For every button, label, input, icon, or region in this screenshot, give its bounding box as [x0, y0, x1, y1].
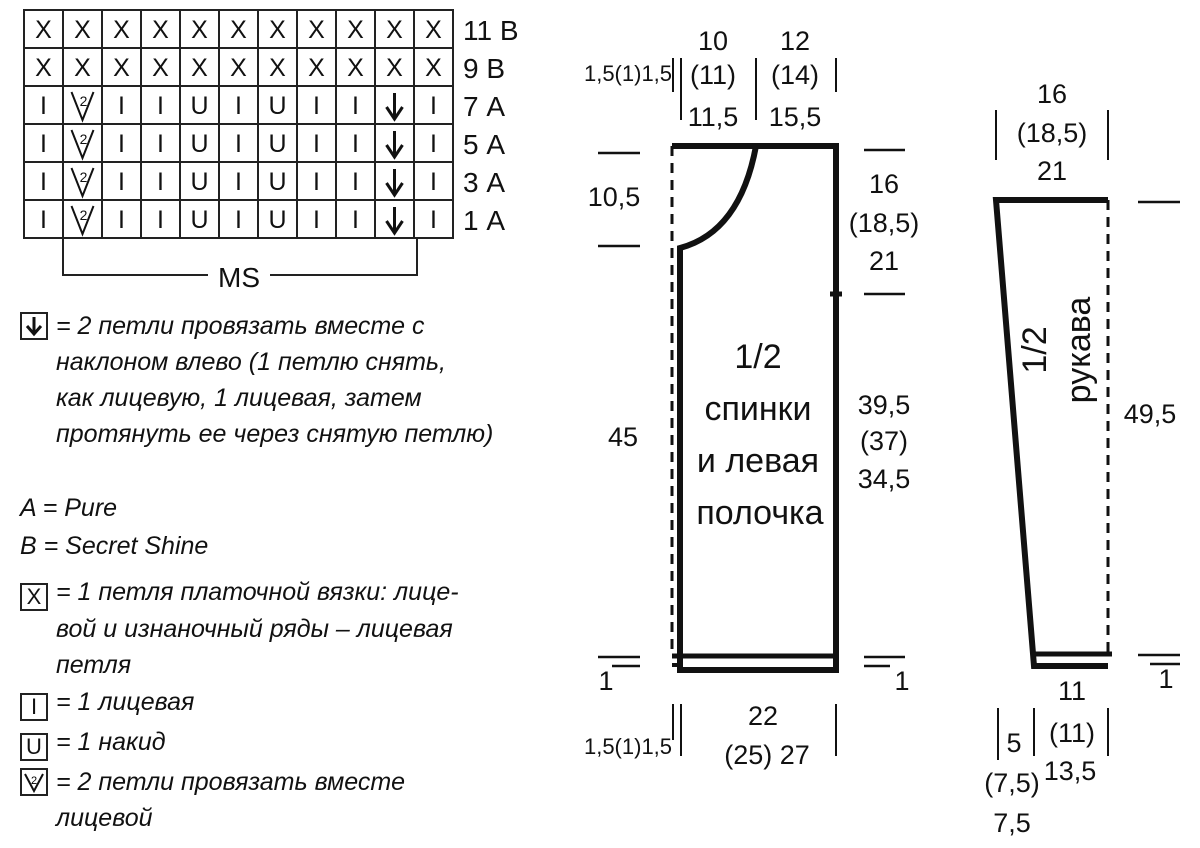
svg-text:2: 2	[79, 207, 88, 223]
legend-yarn-a: A = Pure	[20, 494, 118, 522]
sleeve-bottom-left-1: 5	[1006, 728, 1022, 758]
chart-row-label: 7 А	[463, 91, 506, 122]
svg-text:I: I	[40, 130, 47, 158]
legend-garter-line1: = 1 петля платочной вязки: лице-	[56, 578, 459, 606]
svg-text:I: I	[430, 130, 437, 158]
svg-text:I: I	[313, 206, 320, 234]
back-bottom-w-2: (25) 27	[724, 740, 810, 770]
svg-text:X: X	[191, 16, 208, 44]
svg-text:X: X	[152, 54, 169, 82]
svg-text:I: I	[235, 92, 242, 120]
legend-garter-line3: петля	[56, 651, 132, 679]
back-title-4: полочка	[696, 494, 824, 532]
ms-repeat-label: MS	[208, 262, 270, 294]
yo-symbol-icon: U	[20, 733, 48, 761]
knit-symbol-icon: I	[20, 693, 48, 721]
legend-yo-text: = 1 накид	[56, 728, 166, 756]
svg-text:I: I	[352, 206, 359, 234]
svg-text:U: U	[190, 168, 209, 196]
legend-k2tog-line2: лицевой	[56, 804, 153, 832]
sleeve-top-w-1: 16	[1036, 79, 1068, 109]
back-shoulder-w-1: 12	[779, 26, 811, 56]
svg-text:X: X	[347, 54, 364, 82]
svg-text:X: X	[425, 16, 442, 44]
back-piece	[584, 26, 919, 770]
back-neck-w-1: 10	[697, 26, 729, 56]
svg-text:X: X	[308, 54, 325, 82]
svg-text:X: X	[35, 54, 52, 82]
legend-ssk-line1: = 2 петли провязать вместе с	[56, 312, 425, 340]
svg-text:X: X	[386, 16, 403, 44]
svg-text:U: U	[190, 130, 209, 158]
back-armhole-3: 21	[868, 246, 900, 276]
sleeve-band: 1	[1158, 664, 1174, 694]
chart-row-label: 11 В	[463, 15, 519, 46]
svg-text:X: X	[74, 16, 91, 44]
sleeve-outline	[996, 200, 1108, 666]
svg-text:X: X	[230, 54, 247, 82]
chart-row-label: 5 А	[463, 129, 506, 160]
garter-symbol-icon: X	[20, 583, 48, 611]
svg-text:X: X	[347, 16, 364, 44]
svg-text:X: X	[113, 16, 130, 44]
svg-text:I: I	[235, 206, 242, 234]
sleeve-title-2: рукава	[1060, 296, 1098, 404]
svg-text:X: X	[386, 54, 403, 82]
back-title-1: 1/2	[734, 338, 782, 376]
sleeve-bottom-left-2: (7,5)	[984, 768, 1040, 798]
back-shoulder-w-2: (14)	[770, 60, 820, 90]
svg-text:I: I	[313, 92, 320, 120]
svg-text:I: I	[40, 168, 47, 196]
sleeve-bottom-left-3: 7,5	[993, 808, 1031, 838]
sleeve-bottom-w-1: 11	[1057, 676, 1087, 706]
svg-text:I: I	[235, 130, 242, 158]
back-neck-depth: 10,5	[587, 182, 641, 212]
svg-text:X: X	[269, 54, 286, 82]
back-title-2: спинки	[704, 390, 812, 428]
legend-ssk-line2: наклоном влево (1 петлю снять,	[56, 348, 446, 376]
svg-text:2: 2	[79, 93, 88, 109]
svg-text:X: X	[230, 16, 247, 44]
legend-ssk-line4: протянуть ее через снятую петлю)	[56, 420, 494, 448]
back-side-h-2: (37)	[859, 426, 909, 456]
back-side-h-1: 39,5	[857, 390, 911, 420]
back-neck-w-3: 11,5	[687, 102, 739, 132]
svg-text:I: I	[118, 168, 125, 196]
sleeve-top-w-3: 21	[1036, 156, 1068, 186]
svg-text:X: X	[152, 16, 169, 44]
svg-text:I: I	[40, 92, 47, 120]
sleeve-top-w-2: (18,5)	[1016, 118, 1088, 148]
svg-text:I: I	[352, 168, 359, 196]
sleeve-piece	[984, 79, 1180, 838]
svg-text:X: X	[35, 16, 52, 44]
legend-knit-text: = 1 лицевая	[56, 688, 195, 716]
svg-text:X: X	[191, 54, 208, 82]
svg-text:I: I	[118, 92, 125, 120]
chart-row-label: 1 А	[463, 205, 506, 236]
svg-text:2: 2	[79, 169, 88, 185]
svg-text:2: 2	[79, 131, 88, 147]
legend-garter-line2: вой и изнаночный ряды – лицевая	[56, 615, 453, 643]
back-armhole-2: (18,5)	[848, 208, 920, 238]
legend-k2tog-line1: = 2 петли провязать вместе	[56, 768, 406, 796]
back-armhole-1: 16	[868, 169, 900, 199]
svg-text:U: U	[268, 130, 287, 158]
sleeve-height: 49,5	[1123, 399, 1177, 429]
svg-text:I: I	[352, 92, 359, 120]
svg-text:U: U	[268, 92, 287, 120]
svg-text:I: I	[235, 168, 242, 196]
back-title-3: и левая	[696, 442, 820, 480]
svg-text:U: U	[268, 168, 287, 196]
sleeve-title-1: 1/2	[1016, 326, 1054, 374]
back-band-right: 1	[894, 666, 910, 696]
svg-text:I: I	[313, 130, 320, 158]
svg-text:I: I	[118, 206, 125, 234]
legend-ssk-line3: как лицевую, 1 лицевая, затем	[56, 384, 422, 412]
svg-text:X: X	[308, 16, 325, 44]
svg-text:I: I	[430, 168, 437, 196]
back-total-height: 45	[607, 422, 639, 452]
chart-row-label: 9 В	[463, 53, 506, 84]
back-band-left: 1	[598, 666, 614, 696]
svg-text:U: U	[190, 206, 209, 234]
legend-yarn-b: B = Secret Shine	[20, 532, 209, 560]
svg-text:I: I	[40, 206, 47, 234]
svg-text:I: I	[430, 92, 437, 120]
back-shoulder-w-3: 15,5	[768, 102, 822, 132]
sleeve-bottom-w-2: (11)	[1048, 718, 1096, 748]
svg-text:I: I	[352, 130, 359, 158]
back-top-left-dim: 1,5(1)1,5	[583, 61, 673, 86]
back-neck-w-2: (11)	[689, 60, 737, 90]
back-side-h-3: 34,5	[857, 464, 911, 494]
back-bottom-w-1: 22	[747, 701, 779, 731]
svg-text:2: 2	[30, 775, 38, 787]
svg-text:U: U	[190, 92, 209, 120]
svg-text:U: U	[268, 206, 287, 234]
sleeve-bottom-w-3: 13,5	[1043, 756, 1097, 786]
svg-text:I: I	[157, 206, 164, 234]
svg-text:I: I	[157, 92, 164, 120]
svg-text:X: X	[425, 54, 442, 82]
svg-text:X: X	[74, 54, 91, 82]
svg-text:I: I	[313, 168, 320, 196]
svg-text:I: I	[157, 168, 164, 196]
back-bottom-left-dim: 1,5(1)1,5	[583, 734, 673, 759]
svg-text:X: X	[269, 16, 286, 44]
svg-text:I: I	[118, 130, 125, 158]
svg-text:X: X	[113, 54, 130, 82]
chart-row-label: 3 А	[463, 167, 506, 198]
svg-text:I: I	[157, 130, 164, 158]
svg-text:I: I	[430, 206, 437, 234]
